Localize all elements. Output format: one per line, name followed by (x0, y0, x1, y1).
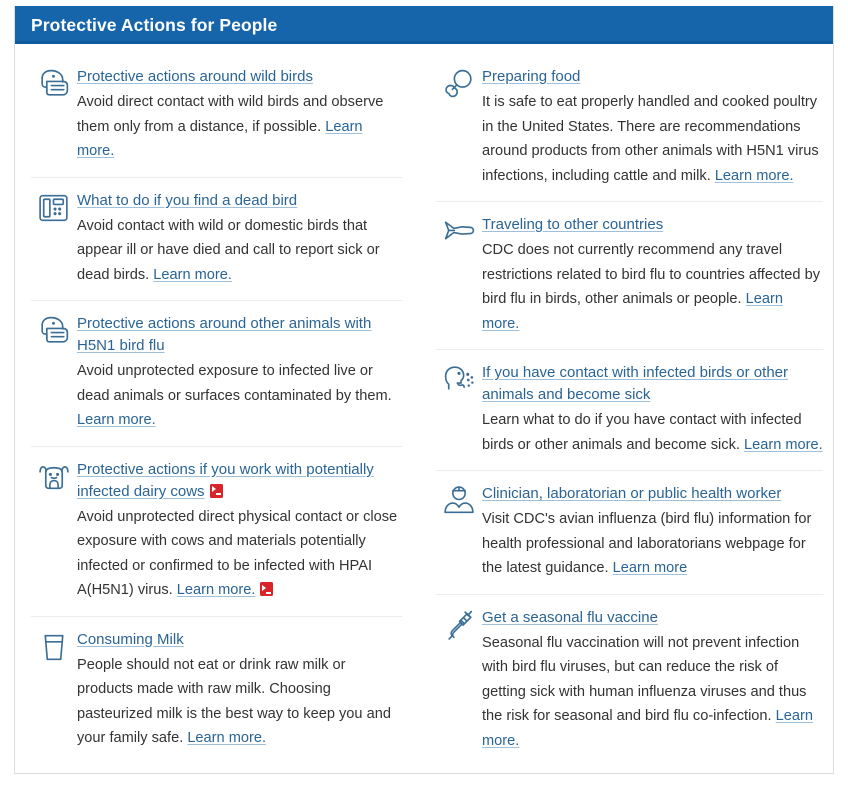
telephone-icon (31, 190, 77, 231)
learn-more-link[interactable]: Learn more. (482, 708, 813, 749)
protective-action-description (482, 507, 823, 581)
protective-action-title-row (77, 629, 402, 651)
card-body (15, 44, 833, 770)
protective-action-title-link[interactable]: Traveling to other countries (482, 216, 664, 233)
protective-action-item (436, 202, 823, 350)
protective-action-title-link[interactable]: Protective actions if you work with potentially infected dairy cows (77, 460, 374, 500)
card-header-title: Protective Actions for People (15, 6, 833, 44)
description-text: Avoid unprotected direct physical contact or close exposure with cows and materials potentially infected or confirmed to be infected with HPAI A(H5N1) virus. (77, 508, 398, 598)
pdf-icon[interactable] (260, 582, 273, 596)
protective-action-body (77, 459, 402, 603)
learn-more-link[interactable]: Learn more. (714, 167, 794, 184)
protective-action-item (31, 178, 402, 302)
pdf-icon[interactable] (210, 484, 223, 498)
protective-action-title-row (77, 66, 402, 88)
protective-action-item (31, 301, 402, 447)
dairy-cow-icon (31, 459, 77, 500)
description-text: Avoid direct contact with wild birds and observe them only from a distance, if possible. (77, 94, 384, 135)
protective-action-item (31, 447, 402, 617)
protective-action-description (482, 408, 823, 457)
protective-action-title-row (77, 313, 402, 357)
protective-action-item (436, 471, 823, 595)
protective-action-body (482, 214, 823, 336)
protective-action-title-row (482, 66, 823, 88)
milk-glass-icon (31, 629, 77, 670)
learn-more-link[interactable]: Learn more. (77, 412, 156, 428)
description-text: CDC does not currently recommend any travel restrictions related to bird flu to countries affected by bird flu in birds, other animals or people. (482, 242, 820, 307)
description-text: It is safe to eat properly handled and cooked poultry in the United States. There are recommendations around products from other animals with H5N1 virus infections, including cattle and milk. (482, 94, 819, 184)
description-text: Avoid unprotected exposure to infected live or dead animals or surfaces contaminated by them. (77, 363, 392, 404)
protective-action-title-link[interactable]: Get a seasonal flu vaccine (482, 608, 658, 626)
protective-action-description (77, 214, 402, 288)
protective-action-title-link[interactable]: Preparing food (482, 68, 581, 85)
description-text: People should not eat or drink raw milk or products made with raw milk. Choosing pasteurized milk is the best way to keep you and your family safe. (77, 656, 391, 746)
description-text: Avoid contact with wild or domestic birds that appear ill or have died and call to report sick or dead birds. (77, 217, 380, 283)
left-column (15, 44, 424, 770)
protective-action-title-link[interactable]: Consuming Milk (77, 630, 184, 648)
protective-action-title-link[interactable]: Clinician, laboratorian or public health worker (482, 485, 782, 502)
protective-action-title-link[interactable]: If you have contact with infected birds or other animals and become sick (482, 364, 788, 403)
face-mask-icon (31, 66, 77, 107)
protective-action-body (77, 190, 402, 288)
clinician-icon (436, 483, 482, 524)
protective-action-description (77, 359, 402, 433)
protective-action-body (77, 66, 402, 164)
face-mask-icon (31, 313, 77, 354)
protective-action-title-row (482, 483, 823, 505)
description-text: Visit CDC's avian influenza (bird flu) information for health professional and laboratorians webpage for the latest guidance. (482, 511, 812, 576)
description-text: Seasonal flu vaccination will not prevent infection with bird flu viruses, but can reduce the risk of getting sick with human influenza viruses and thus the risk for seasonal and bird flu co-infection. (482, 634, 807, 724)
protective-action-item (436, 350, 823, 471)
coughing-person-icon (436, 362, 482, 403)
protective-action-body (482, 483, 823, 581)
protective-action-item (31, 617, 402, 764)
protective-action-title-row (482, 607, 823, 629)
learn-more-link[interactable]: Learn more. (176, 582, 256, 598)
protective-action-title-link[interactable]: Protective actions around wild birds (77, 68, 313, 85)
protective-action-body (77, 313, 402, 433)
poultry-drumstick-icon (436, 66, 482, 107)
protective-action-description (77, 653, 402, 751)
protective-action-title-link[interactable]: Protective actions around other animals with H5N1 bird flu (77, 315, 372, 354)
protective-action-title-row (77, 459, 402, 503)
protective-action-description (482, 238, 823, 336)
protective-action-title-row (482, 362, 823, 406)
protective-action-body (482, 607, 823, 754)
protective-action-title-link[interactable]: What to do if you find a dead bird (77, 191, 298, 209)
learn-more-link[interactable]: Learn more. (77, 118, 363, 159)
airplane-icon (436, 214, 482, 255)
protective-action-item (31, 54, 402, 178)
protective-action-body (77, 629, 402, 751)
protective-action-description (77, 505, 402, 603)
protective-action-title-row (482, 214, 823, 236)
protective-action-description (482, 631, 823, 754)
learn-more-link[interactable]: Learn more. (744, 436, 823, 453)
description-text: Learn what to do if you have contact with infected birds or other animals and become sick. (482, 412, 802, 453)
protective-action-body (482, 66, 823, 188)
protective-action-item (436, 595, 823, 767)
protective-action-title-row (77, 190, 402, 212)
protective-action-description (77, 90, 402, 164)
learn-more-link[interactable]: Learn more. (187, 730, 266, 746)
right-column (424, 44, 833, 770)
protective-action-description (482, 90, 823, 188)
protective-action-item (436, 54, 823, 202)
protective-action-body (482, 362, 823, 457)
syringe-icon (436, 607, 482, 648)
protective-actions-card (14, 6, 834, 774)
learn-more-link[interactable]: Learn more. (482, 291, 783, 332)
learn-more-link[interactable]: Learn more (612, 560, 688, 576)
learn-more-link[interactable]: Learn more. (153, 266, 232, 283)
